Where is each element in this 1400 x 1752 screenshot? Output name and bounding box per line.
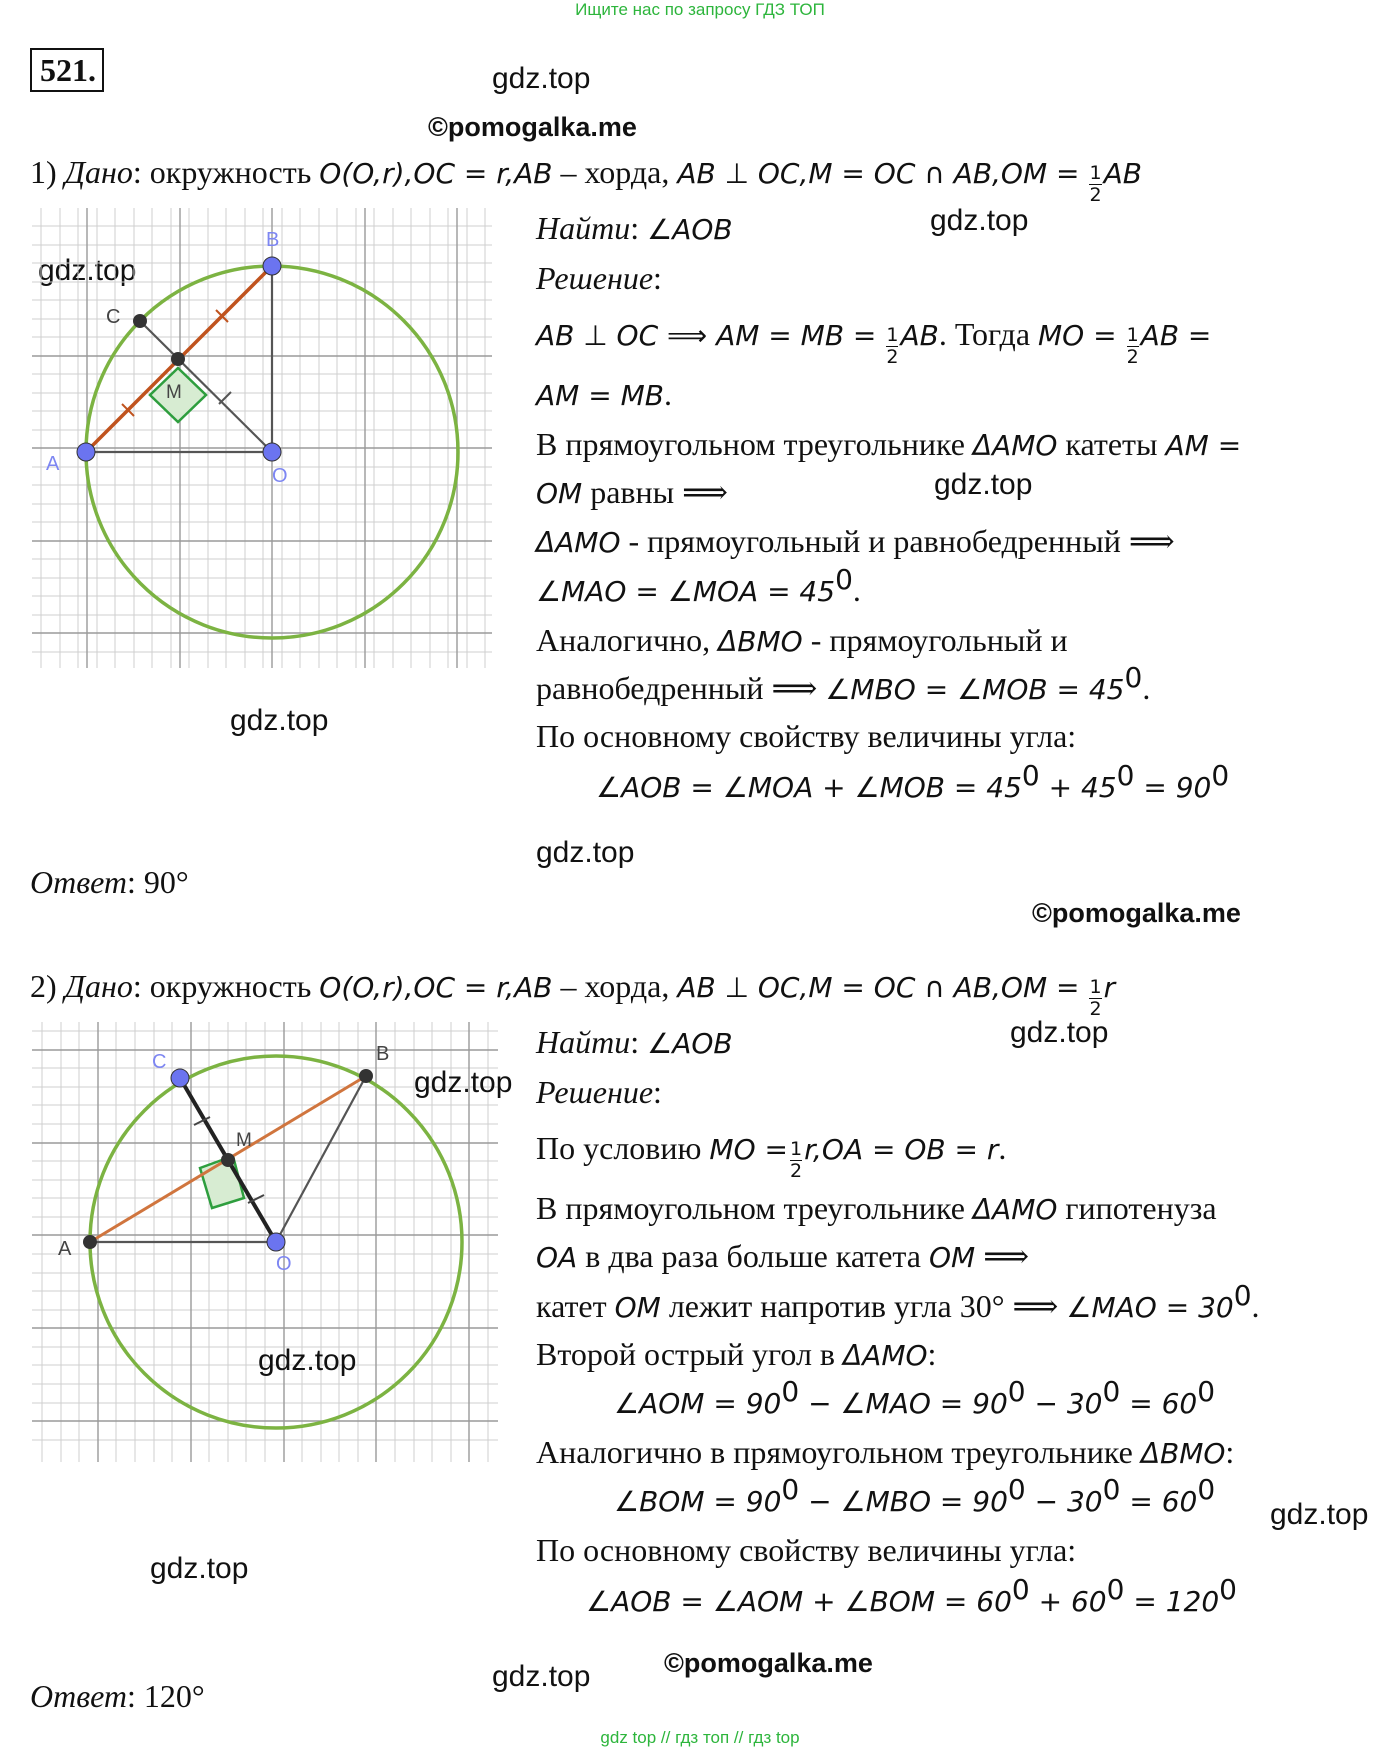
watermark-gdz: gdz.top bbox=[930, 204, 1029, 237]
footer-links[interactable]: gdz top // гдз топ // гдз top bbox=[600, 1728, 800, 1747]
part1-step4: OM равны ⟹ bbox=[536, 474, 729, 510]
watermark-pomogalka: ©pomogalka.me bbox=[664, 1648, 873, 1678]
part2-label-b: B bbox=[376, 1043, 390, 1065]
part1-label-o: O bbox=[272, 465, 288, 487]
part2-answer: Ответ: 120° bbox=[30, 1678, 205, 1714]
top-banner[interactable]: Ищите нас по запросу ГДЗ ТОП bbox=[575, 0, 825, 19]
part2-step7: Аналогично в прямоугольном треугольнике ΔBMO: bbox=[536, 1434, 1235, 1470]
part2-step8: ∠BOM = $90^0$ − ∠MBO = $90^0 - 30^0 = 60^0$ bbox=[614, 1473, 1216, 1518]
part1-find: Найти: ∠AOB bbox=[536, 210, 733, 246]
part2-step9: По основному свойству величины угла: bbox=[536, 1532, 1077, 1568]
watermark-gdz: gdz.top bbox=[38, 254, 137, 287]
part1-step7: Аналогично, ΔBMO - прямоугольный и bbox=[536, 622, 1068, 658]
part1-step6: ∠MAO = ∠MOA = $45^0$. bbox=[536, 563, 861, 608]
part1-label-m: M bbox=[166, 382, 182, 403]
part1-given-text: : окружность bbox=[132, 154, 320, 190]
part1-figure bbox=[32, 208, 494, 668]
part1-step5: ΔAMO - прямоугольный и равнобедренный ⟹ bbox=[536, 523, 1175, 559]
part1-label-b: B bbox=[266, 229, 280, 251]
part1-step9: По основному свойству величины угла: bbox=[536, 718, 1077, 754]
part2-given-math: O(O,r),OC = r,AB bbox=[319, 971, 553, 1004]
part1-given-math2: AB ⊥ OC,M = OC ∩ AB,OM = bbox=[677, 157, 1080, 190]
part2-find: Найти: ∠AOB bbox=[536, 1024, 733, 1060]
part1-number: 1) bbox=[30, 154, 57, 190]
part2-given-fraction: $\frac{1}{2}$ bbox=[1089, 976, 1102, 1020]
part1-step8: равнобедренный ⟹ ∠MBO = ∠MOB = $45^0$. bbox=[536, 661, 1151, 706]
part2-label-o: O bbox=[276, 1253, 292, 1275]
watermark-gdz: gdz.top bbox=[258, 1344, 357, 1377]
part2-step10: ∠AOB = ∠AOM + ∠BOM = $60^0 + 60^0 = 120^0$ bbox=[586, 1573, 1237, 1618]
part2-given-chord: – хорда, bbox=[552, 968, 678, 1004]
part1-given bbox=[30, 152, 1142, 206]
part1-given-chord: – хорда, bbox=[552, 154, 678, 190]
part1-given-word: Дано bbox=[64, 154, 133, 190]
part2-label-c: C bbox=[152, 1051, 167, 1073]
watermark-gdz: gdz.top bbox=[1010, 1016, 1109, 1049]
problem-number-box: 521. bbox=[30, 48, 104, 92]
watermark-pomogalka: ©pomogalka.me bbox=[428, 112, 637, 142]
part2-step2: В прямоугольном треугольнике ΔAMO гипотенуза bbox=[536, 1190, 1217, 1226]
watermark-gdz: gdz.top bbox=[1270, 1498, 1369, 1531]
part2-given-math2: AB ⊥ OC,M = OC ∩ AB,OM = bbox=[677, 971, 1080, 1004]
watermark-gdz: gdz.top bbox=[492, 62, 591, 95]
part2-step1: По условию MO = $\frac{1}{2}$ r,OA = OB = r. bbox=[536, 1130, 1007, 1182]
watermark-gdz: gdz.top bbox=[150, 1552, 249, 1585]
part1-label-c: C bbox=[106, 306, 121, 328]
part2-given-tail: r bbox=[1103, 971, 1116, 1004]
part1-step3: В прямоугольном треугольнике ΔAMO катеты AM = bbox=[536, 426, 1242, 462]
part2-given bbox=[30, 966, 1115, 1020]
part1-answer: Ответ: 90° bbox=[30, 864, 189, 900]
part1-step2: AM = MB. bbox=[536, 376, 672, 412]
part1-given-fraction: $\frac{1}{2}$ bbox=[1089, 162, 1102, 206]
watermark-gdz: gdz.top bbox=[934, 468, 1033, 501]
part2-step4: катет OM лежит напротив угла 30° ⟹ ∠MAO = $30^0$. bbox=[536, 1279, 1260, 1324]
part1-given-math: O(O,r),OC = r,AB bbox=[319, 157, 553, 190]
part2-solution-heading: Решение: bbox=[536, 1074, 662, 1110]
watermark-gdz: gdz.top bbox=[536, 836, 635, 869]
part2-step5: Второй острый угол в ΔAMO: bbox=[536, 1336, 937, 1372]
part2-number: 2) bbox=[30, 968, 57, 1004]
part1-solution-heading: Решение: bbox=[536, 260, 662, 296]
watermark-gdz: gdz.top bbox=[230, 704, 329, 737]
part2-label-m: M bbox=[236, 1130, 252, 1151]
part2-label-a: A bbox=[58, 1238, 72, 1260]
part2-given-text: : окружность bbox=[132, 968, 320, 1004]
part1-label-a: A bbox=[46, 453, 60, 475]
part2-step3: OA в два раза больше катета OM ⟹ bbox=[536, 1238, 1030, 1274]
watermark-gdz: gdz.top bbox=[414, 1066, 513, 1099]
problem-number: 521 bbox=[40, 52, 88, 88]
part1-given-tail: AB bbox=[1103, 157, 1142, 190]
watermark-pomogalka: ©pomogalka.me bbox=[1032, 898, 1241, 928]
part1-step10: ∠AOB = ∠MOA + ∠MOB = $45^0 + 45^0 = 90^0$ bbox=[596, 759, 1230, 804]
part2-given-word: Дано bbox=[64, 968, 133, 1004]
part2-step6: ∠AOM = $90^0$ − ∠MAO = $90^0 - 30^0 = 60^0$ bbox=[614, 1375, 1216, 1420]
watermark-gdz: gdz.top bbox=[492, 1660, 591, 1693]
part1-step1: AB ⊥ OC ⟹ AM = MB = $\frac{1}{2}$ AB. Тогда MO = $\frac{1}{2}$ AB = bbox=[536, 316, 1212, 368]
